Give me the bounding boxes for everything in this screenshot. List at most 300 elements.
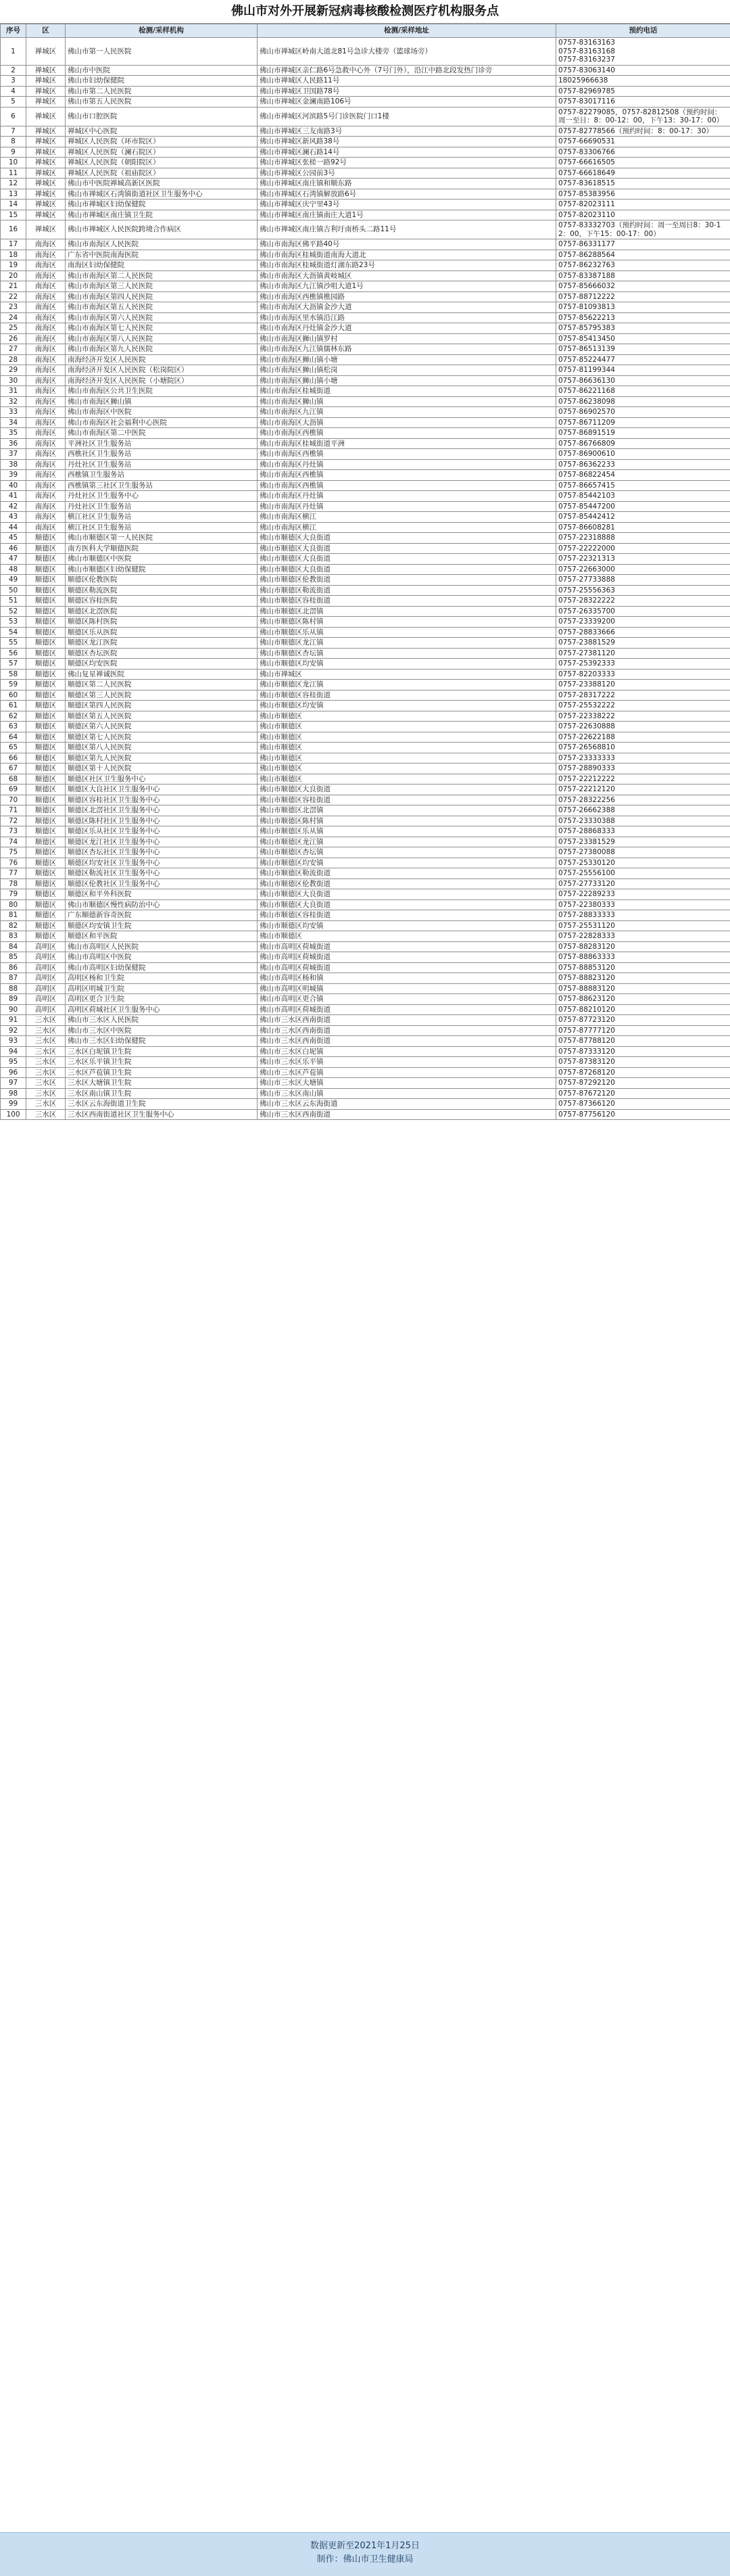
row-address: 佛山市南海区狮山镇小塘 bbox=[258, 354, 556, 365]
row-address: 佛山市顺德区 bbox=[258, 753, 556, 764]
row-address: 佛山市高明区荷城街道 bbox=[258, 952, 556, 963]
row-index: 81 bbox=[1, 910, 26, 921]
row-institution: 三水区乐平镇卫生院 bbox=[66, 1057, 258, 1068]
row-institution: 佛山市南海区人民医院 bbox=[66, 239, 258, 250]
row-index: 93 bbox=[1, 1036, 26, 1047]
table-row bbox=[1, 983, 730, 994]
row-address: 佛山市南海区狮山镇罗村 bbox=[258, 333, 556, 344]
row-institution: 佛山市顺德区慢性病防治中心 bbox=[66, 899, 258, 910]
row-institution: 丹灶社区卫生服务站 bbox=[66, 459, 258, 470]
row-district: 禅城区 bbox=[26, 210, 66, 220]
row-address: 佛山市南海区大沥镇金沙大道 bbox=[258, 302, 556, 313]
row-district: 顺德区 bbox=[26, 743, 66, 753]
row-phone: 0757-87777120 bbox=[556, 1025, 730, 1036]
row-index: 23 bbox=[1, 302, 26, 313]
row-institution: 佛山市南海区中医院 bbox=[66, 407, 258, 418]
table-row bbox=[1, 1025, 730, 1036]
row-district: 禅城区 bbox=[26, 86, 66, 97]
row-district: 南海区 bbox=[26, 438, 66, 449]
table-row bbox=[1, 680, 730, 690]
row-phone: 0757-22222000 bbox=[556, 543, 730, 554]
row-phone: 0757-85795383 bbox=[556, 323, 730, 334]
row-address: 佛山市顺德区均安镇 bbox=[258, 701, 556, 711]
row-address: 佛山市禅城区澜石路14号 bbox=[258, 147, 556, 158]
row-district: 禅城区 bbox=[26, 220, 66, 239]
row-institution: 佛山市中医院禅城高新区医院 bbox=[66, 179, 258, 189]
row-address: 佛山市禅城区三友南路3号 bbox=[258, 126, 556, 137]
row-index: 73 bbox=[1, 826, 26, 837]
row-institution: 佛山市南海区公共卫生医院 bbox=[66, 386, 258, 397]
row-institution: 顺德区第二人民医院 bbox=[66, 680, 258, 690]
row-district: 南海区 bbox=[26, 428, 66, 439]
row-district: 南海区 bbox=[26, 312, 66, 323]
table-row bbox=[1, 281, 730, 292]
row-institution: 佛山市禅城区南庄镇卫生院 bbox=[66, 210, 258, 220]
row-index: 77 bbox=[1, 868, 26, 879]
row-district: 顺德区 bbox=[26, 554, 66, 565]
row-address: 佛山市顺德区北滘镇 bbox=[258, 606, 556, 617]
table-row bbox=[1, 795, 730, 805]
row-index: 78 bbox=[1, 879, 26, 889]
table-row bbox=[1, 837, 730, 847]
row-index: 56 bbox=[1, 648, 26, 659]
table-row bbox=[1, 137, 730, 147]
row-phone: 0757-87383120 bbox=[556, 1057, 730, 1068]
table-row bbox=[1, 354, 730, 365]
row-phone: 0757-66618649 bbox=[556, 168, 730, 179]
footer-update-date: 数据更新至2021年1月25日 bbox=[0, 2539, 730, 2553]
row-institution: 佛山市三水区中医院 bbox=[66, 1025, 258, 1036]
row-district: 顺德区 bbox=[26, 764, 66, 774]
row-address: 佛山市禅城区张槎一路92号 bbox=[258, 158, 556, 168]
row-address: 佛山市南海区横江 bbox=[258, 522, 556, 533]
row-district: 顺德区 bbox=[26, 606, 66, 617]
row-index: 33 bbox=[1, 407, 26, 418]
row-institution: 顺德区伦教医院 bbox=[66, 575, 258, 586]
row-district: 南海区 bbox=[26, 417, 66, 428]
row-institution: 佛山市禅城区石湾镇街道社区卫生服务中心 bbox=[66, 189, 258, 200]
row-address: 佛山市禅城区河滨路5号门诊医院门口1楼 bbox=[258, 107, 556, 126]
row-address: 佛山市顺德区勒流街道 bbox=[258, 868, 556, 879]
table-row bbox=[1, 606, 730, 617]
table-row bbox=[1, 764, 730, 774]
row-address: 佛山市顺德区伦教街道 bbox=[258, 879, 556, 889]
table-row bbox=[1, 941, 730, 952]
table-row bbox=[1, 648, 730, 659]
table-row bbox=[1, 76, 730, 87]
table-row bbox=[1, 533, 730, 544]
row-address: 佛山市顺德区 bbox=[258, 764, 556, 774]
row-phone: 0757-28317222 bbox=[556, 690, 730, 701]
row-phone: 0757-87268120 bbox=[556, 1067, 730, 1078]
table-row bbox=[1, 147, 730, 158]
header-phone: 预约电话 bbox=[556, 24, 730, 38]
row-address: 佛山市三水区西南街道 bbox=[258, 1015, 556, 1026]
row-institution: 禅城区人民医院（朝阳院区） bbox=[66, 158, 258, 168]
row-institution: 顺德区勒流医院 bbox=[66, 585, 258, 596]
row-phone: 0757-85622213 bbox=[556, 312, 730, 323]
table-row bbox=[1, 575, 730, 586]
row-phone: 0757-25531120 bbox=[556, 920, 730, 931]
row-institution: 佛山市南海区第三人民医院 bbox=[66, 281, 258, 292]
row-district: 南海区 bbox=[26, 449, 66, 460]
row-address: 佛山市顺德区龙江镇 bbox=[258, 638, 556, 649]
table-row bbox=[1, 220, 730, 239]
row-address: 佛山市顺德区 bbox=[258, 774, 556, 784]
row-district: 三水区 bbox=[26, 1109, 66, 1120]
row-address: 佛山市禅城区公园前3号 bbox=[258, 168, 556, 179]
row-phone: 0757-25556363 bbox=[556, 585, 730, 596]
table-row bbox=[1, 312, 730, 323]
table-row bbox=[1, 543, 730, 554]
row-index: 100 bbox=[1, 1109, 26, 1120]
table-row bbox=[1, 879, 730, 889]
row-index: 90 bbox=[1, 1004, 26, 1015]
row-address: 佛山市禅城区岭南大道北81号急诊大楼旁（篮球场旁） bbox=[258, 38, 556, 66]
row-address: 佛山市禅城区石湾镇解放路6号 bbox=[258, 189, 556, 200]
row-index: 34 bbox=[1, 417, 26, 428]
row-index: 14 bbox=[1, 200, 26, 210]
table-row bbox=[1, 260, 730, 271]
row-institution: 丹灶社区卫生服务中心 bbox=[66, 491, 258, 502]
row-phone: 0757-23339200 bbox=[556, 617, 730, 628]
row-phone: 0757-88883120 bbox=[556, 983, 730, 994]
table-row bbox=[1, 200, 730, 210]
row-address: 佛山市三水区乐平镇 bbox=[258, 1057, 556, 1068]
table-container bbox=[0, 24, 730, 2521]
row-district: 顺德区 bbox=[26, 617, 66, 628]
row-district: 顺德区 bbox=[26, 659, 66, 670]
row-district: 顺德区 bbox=[26, 920, 66, 931]
row-phone: 0757-86711209 bbox=[556, 417, 730, 428]
row-address: 佛山市禅城区金澜南路106号 bbox=[258, 97, 556, 108]
row-index: 37 bbox=[1, 449, 26, 460]
table-row bbox=[1, 38, 730, 66]
row-index: 89 bbox=[1, 994, 26, 1005]
row-district: 顺德区 bbox=[26, 868, 66, 879]
table-row bbox=[1, 480, 730, 491]
row-phone: 0757-86221168 bbox=[556, 386, 730, 397]
row-institution: 顺德区第九人民医院 bbox=[66, 753, 258, 764]
table-row bbox=[1, 491, 730, 502]
row-address: 佛山市顺德区大良街道 bbox=[258, 899, 556, 910]
row-index: 9 bbox=[1, 147, 26, 158]
row-district: 南海区 bbox=[26, 375, 66, 386]
row-address: 佛山市南海区丹灶镇 bbox=[258, 459, 556, 470]
table-row bbox=[1, 271, 730, 281]
row-phone: 0757-23881529 bbox=[556, 638, 730, 649]
row-index: 36 bbox=[1, 438, 26, 449]
row-address: 佛山市顺德区大良街道 bbox=[258, 533, 556, 544]
row-institution: 顺德区均安医院 bbox=[66, 659, 258, 670]
row-address: 佛山市顺德区容桂街道 bbox=[258, 795, 556, 805]
row-index: 99 bbox=[1, 1099, 26, 1110]
table-row bbox=[1, 711, 730, 722]
row-index: 11 bbox=[1, 168, 26, 179]
row-institution: 南海经济开发区人民医院（松岗院区） bbox=[66, 365, 258, 376]
row-district: 南海区 bbox=[26, 344, 66, 355]
row-index: 3 bbox=[1, 76, 26, 87]
row-phone: 18025966638 bbox=[556, 76, 730, 87]
row-institution: 顺德区第六人民医院 bbox=[66, 722, 258, 732]
row-phone: 0757-22380333 bbox=[556, 899, 730, 910]
row-district: 禅城区 bbox=[26, 65, 66, 76]
row-district: 南海区 bbox=[26, 491, 66, 502]
table-row bbox=[1, 107, 730, 126]
row-district: 三水区 bbox=[26, 1046, 66, 1057]
table-row bbox=[1, 962, 730, 973]
row-address: 佛山市禅城区亲仁路6号急救中心外（7号门外），沿江中路北段发热门诊旁 bbox=[258, 65, 556, 76]
row-institution: 高明区杨和卫生院 bbox=[66, 973, 258, 984]
row-district: 顺德区 bbox=[26, 543, 66, 554]
row-district: 顺德区 bbox=[26, 575, 66, 586]
row-phone: 0757-82023111 bbox=[556, 200, 730, 210]
row-address: 佛山市顺德区乐从镇 bbox=[258, 627, 556, 638]
row-district: 顺德区 bbox=[26, 899, 66, 910]
row-institution: 三水区大塘镇卫生院 bbox=[66, 1078, 258, 1089]
row-address: 佛山市禅城区南庄镇和顺东路 bbox=[258, 179, 556, 189]
row-address: 佛山市高明区杨和镇 bbox=[258, 973, 556, 984]
row-address: 佛山市南海区里水镇沿江路 bbox=[258, 312, 556, 323]
row-index: 75 bbox=[1, 847, 26, 858]
row-address: 佛山市高明区荷城街道 bbox=[258, 941, 556, 952]
service-point-table bbox=[0, 24, 730, 1120]
table-row bbox=[1, 732, 730, 743]
row-index: 38 bbox=[1, 459, 26, 470]
row-phone: 0757-85442103 bbox=[556, 491, 730, 502]
row-index: 57 bbox=[1, 659, 26, 670]
row-institution: 佛山市禅城区妇幼保健院 bbox=[66, 200, 258, 210]
row-index: 96 bbox=[1, 1067, 26, 1078]
row-index: 72 bbox=[1, 816, 26, 826]
row-institution: 顺德区勒流社区卫生服务中心 bbox=[66, 868, 258, 879]
row-address: 佛山市南海区狮山镇 bbox=[258, 396, 556, 407]
table-row bbox=[1, 375, 730, 386]
row-phone: 0757-82023110 bbox=[556, 210, 730, 220]
row-institution: 横江社区卫生服务站 bbox=[66, 512, 258, 523]
row-institution: 佛山市三水区人民医院 bbox=[66, 1015, 258, 1026]
row-index: 21 bbox=[1, 281, 26, 292]
row-institution: 南海经济开发区人民医院（小塘院区） bbox=[66, 375, 258, 386]
row-institution: 三水区芦苞镇卫生院 bbox=[66, 1067, 258, 1078]
row-district: 南海区 bbox=[26, 512, 66, 523]
row-index: 85 bbox=[1, 952, 26, 963]
row-address: 佛山市高明区荷城街道 bbox=[258, 1004, 556, 1015]
row-institution: 顺德区乐从社区卫生服务中心 bbox=[66, 826, 258, 837]
row-phone: 0757-23381529 bbox=[556, 837, 730, 847]
row-index: 8 bbox=[1, 137, 26, 147]
row-index: 30 bbox=[1, 375, 26, 386]
row-address: 佛山市南海区西樵镇 bbox=[258, 470, 556, 481]
row-index: 5 bbox=[1, 97, 26, 108]
table-row bbox=[1, 407, 730, 418]
row-index: 40 bbox=[1, 480, 26, 491]
table-row bbox=[1, 65, 730, 76]
row-address: 佛山市顺德区容桂街道 bbox=[258, 690, 556, 701]
row-district: 三水区 bbox=[26, 1057, 66, 1068]
row-district: 高明区 bbox=[26, 973, 66, 984]
row-address: 佛山市南海区大沥镇黄岐城区 bbox=[258, 271, 556, 281]
row-phone: 0757-85224477 bbox=[556, 354, 730, 365]
row-phone: 0757-22318888 bbox=[556, 533, 730, 544]
row-index: 71 bbox=[1, 805, 26, 816]
row-index: 25 bbox=[1, 323, 26, 334]
row-address: 佛山市顺德区大良街道 bbox=[258, 564, 556, 575]
row-district: 禅城区 bbox=[26, 38, 66, 66]
row-address: 佛山市三水区南山镇 bbox=[258, 1088, 556, 1099]
row-phone: 0757-22622188 bbox=[556, 732, 730, 743]
row-district: 禅城区 bbox=[26, 137, 66, 147]
row-district: 南海区 bbox=[26, 302, 66, 313]
row-phone: 0757-87366120 bbox=[556, 1099, 730, 1110]
table-row bbox=[1, 826, 730, 837]
row-address: 佛山市南海区丹灶镇 bbox=[258, 491, 556, 502]
table-row bbox=[1, 920, 730, 931]
row-district: 三水区 bbox=[26, 1099, 66, 1110]
table-row bbox=[1, 805, 730, 816]
row-address: 佛山市禅城区卫国路78号 bbox=[258, 86, 556, 97]
row-index: 28 bbox=[1, 354, 26, 365]
table-row bbox=[1, 910, 730, 921]
row-phone: 0757-82969785 bbox=[556, 86, 730, 97]
row-phone: 0757-87723120 bbox=[556, 1015, 730, 1026]
row-phone: 0757-87292120 bbox=[556, 1078, 730, 1089]
row-phone: 0757-23388120 bbox=[556, 680, 730, 690]
row-institution: 西樵镇卫生服务站 bbox=[66, 470, 258, 481]
row-phone: 0757-85447200 bbox=[556, 501, 730, 512]
row-institution: 佛山市第一人民医院 bbox=[66, 38, 258, 66]
row-address: 佛山市三水区西南街道 bbox=[258, 1025, 556, 1036]
row-district: 南海区 bbox=[26, 522, 66, 533]
row-address: 佛山市南海区狮山镇小塘 bbox=[258, 375, 556, 386]
row-index: 60 bbox=[1, 690, 26, 701]
row-index: 84 bbox=[1, 941, 26, 952]
row-district: 三水区 bbox=[26, 1078, 66, 1089]
row-institution: 顺德区大良社区卫生服务中心 bbox=[66, 784, 258, 795]
row-phone: 0757-83017116 bbox=[556, 97, 730, 108]
table-row bbox=[1, 250, 730, 260]
row-index: 35 bbox=[1, 428, 26, 439]
row-institution: 高明区更合卫生院 bbox=[66, 994, 258, 1005]
row-phone: 0757-86238098 bbox=[556, 396, 730, 407]
row-address: 佛山市顺德区均安镇 bbox=[258, 920, 556, 931]
row-phone: 0757-86362233 bbox=[556, 459, 730, 470]
row-phone: 0757-28833333 bbox=[556, 910, 730, 921]
row-index: 41 bbox=[1, 491, 26, 502]
row-district: 顺德区 bbox=[26, 837, 66, 847]
row-index: 45 bbox=[1, 533, 26, 544]
row-district: 高明区 bbox=[26, 962, 66, 973]
row-institution: 佛山市第二人民医院 bbox=[66, 86, 258, 97]
row-index: 39 bbox=[1, 470, 26, 481]
row-phone: 0757-81199344 bbox=[556, 365, 730, 376]
row-address: 佛山市南海区九江镇 bbox=[258, 407, 556, 418]
row-phone: 0757-23333333 bbox=[556, 753, 730, 764]
row-address: 佛山市顺德区杏坛镇 bbox=[258, 648, 556, 659]
row-district: 高明区 bbox=[26, 983, 66, 994]
row-index: 16 bbox=[1, 220, 26, 239]
row-address: 佛山市禅城区南庄镇吉利圩南桥头二路11号 bbox=[258, 220, 556, 239]
row-phone: 0757-86766809 bbox=[556, 438, 730, 449]
row-phone: 0757-87788120 bbox=[556, 1036, 730, 1047]
row-index: 98 bbox=[1, 1088, 26, 1099]
row-address: 佛山市顺德区 bbox=[258, 722, 556, 732]
table-row bbox=[1, 973, 730, 984]
row-phone: 0757-88283120 bbox=[556, 941, 730, 952]
table-row bbox=[1, 858, 730, 868]
row-index: 10 bbox=[1, 158, 26, 168]
row-index: 65 bbox=[1, 743, 26, 753]
row-institution: 顺德区杏坛医院 bbox=[66, 648, 258, 659]
row-institution: 顺德区容桂社区卫生服务中心 bbox=[66, 795, 258, 805]
page-title: 佛山市对外开展新冠病毒核酸检测医疗机构服务点 bbox=[0, 0, 730, 24]
row-index: 18 bbox=[1, 250, 26, 260]
row-address: 佛山市三水区西南街道 bbox=[258, 1036, 556, 1047]
row-district: 禅城区 bbox=[26, 200, 66, 210]
row-institution: 佛山市南海区第八人民医院 bbox=[66, 333, 258, 344]
table-row bbox=[1, 512, 730, 523]
row-institution: 顺德区杏坛社区卫生服务中心 bbox=[66, 847, 258, 858]
row-index: 79 bbox=[1, 889, 26, 900]
row-institution: 佛山市顺德区中医院 bbox=[66, 554, 258, 565]
row-district: 顺德区 bbox=[26, 722, 66, 732]
row-institution: 佛山市南海区第六人民医院 bbox=[66, 312, 258, 323]
row-institution: 佛山市高明区中医院 bbox=[66, 952, 258, 963]
row-district: 三水区 bbox=[26, 1088, 66, 1099]
row-address: 佛山市顺德区伦教街道 bbox=[258, 575, 556, 586]
row-index: 64 bbox=[1, 732, 26, 743]
row-address: 佛山市顺德区陈村镇 bbox=[258, 816, 556, 826]
row-phone: 0757-66616505 bbox=[556, 158, 730, 168]
row-phone: 0757-22212120 bbox=[556, 784, 730, 795]
row-phone: 0757-86331177 bbox=[556, 239, 730, 250]
row-index: 63 bbox=[1, 722, 26, 732]
row-index: 95 bbox=[1, 1057, 26, 1068]
row-district: 禅城区 bbox=[26, 158, 66, 168]
row-district: 南海区 bbox=[26, 291, 66, 302]
table-row bbox=[1, 743, 730, 753]
row-institution: 禅城区人民医院（祖庙院区） bbox=[66, 168, 258, 179]
row-phone: 0757-85383956 bbox=[556, 189, 730, 200]
row-district: 顺德区 bbox=[26, 753, 66, 764]
row-institution: 佛山市顺德区妇幼保健院 bbox=[66, 564, 258, 575]
table-row bbox=[1, 97, 730, 108]
row-address: 佛山市南海区西樵镇 bbox=[258, 428, 556, 439]
row-institution: 佛山市口腔医院 bbox=[66, 107, 258, 126]
row-phone: 0757-25532222 bbox=[556, 701, 730, 711]
row-phone: 0757-22663000 bbox=[556, 564, 730, 575]
row-institution: 高明区明城卫生院 bbox=[66, 983, 258, 994]
row-institution: 丹灶社区卫生服务站 bbox=[66, 501, 258, 512]
table-row bbox=[1, 522, 730, 533]
row-institution: 三水区西南街道社区卫生服务中心 bbox=[66, 1109, 258, 1120]
row-phone: 0757-88863333 bbox=[556, 952, 730, 963]
table-row bbox=[1, 617, 730, 628]
row-institution: 顺德区乐从医院 bbox=[66, 627, 258, 638]
row-phone: 0757-28833666 bbox=[556, 627, 730, 638]
table-row bbox=[1, 868, 730, 879]
table-row bbox=[1, 847, 730, 858]
row-index: 7 bbox=[1, 126, 26, 137]
row-phone: 0757-66690531 bbox=[556, 137, 730, 147]
row-address: 佛山市顺德区陈村镇 bbox=[258, 617, 556, 628]
row-institution: 顺德区北滘医院 bbox=[66, 606, 258, 617]
row-address: 佛山市高明区明城镇 bbox=[258, 983, 556, 994]
row-address: 佛山市顺德区龙江镇 bbox=[258, 680, 556, 690]
table-row bbox=[1, 344, 730, 355]
table-row bbox=[1, 659, 730, 670]
table-body bbox=[1, 38, 730, 1120]
